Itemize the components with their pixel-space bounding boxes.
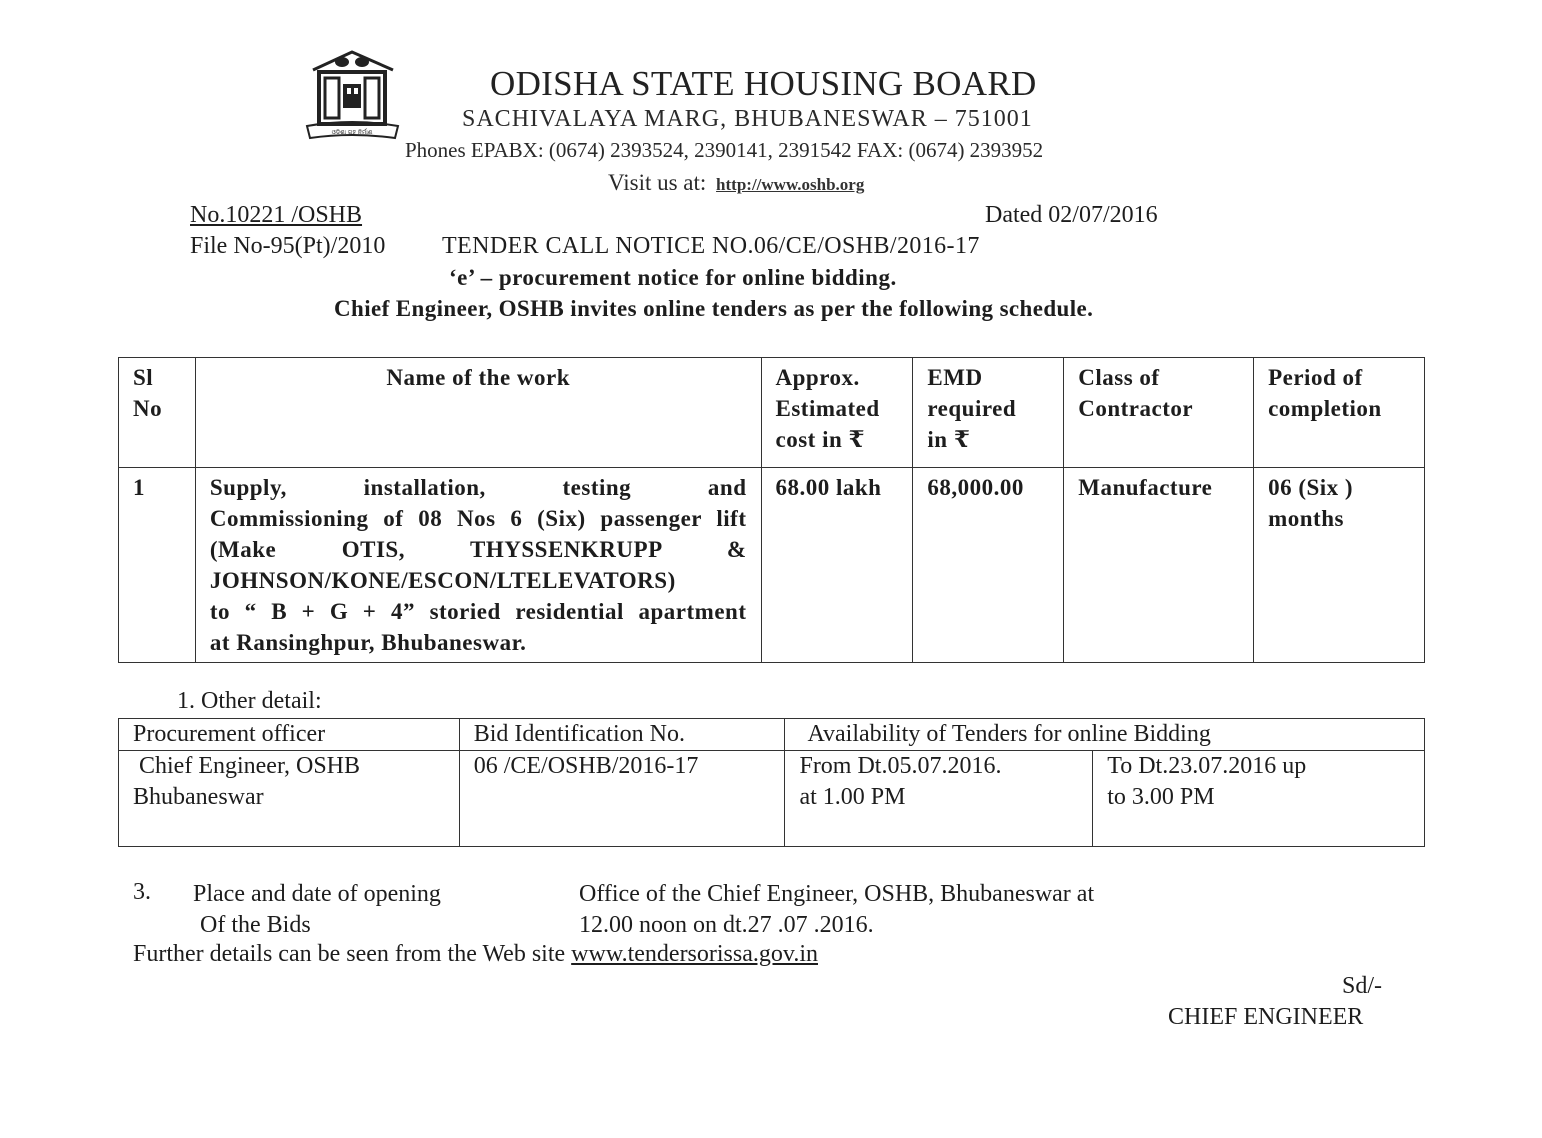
header-procurement-officer: Procurement officer — [119, 719, 460, 751]
opening-label-l1: Place and date of opening — [193, 881, 441, 907]
website-link[interactable]: http://www.oshb.org — [716, 175, 865, 194]
header-completion-period — [1254, 358, 1425, 468]
period-l2: months — [1268, 506, 1344, 531]
from-l1: From Dt.05.07.2016. — [799, 753, 1002, 779]
cell-completion-period — [1254, 468, 1425, 663]
opening-value-l1: Office of the Chief Engineer, OSHB, Bhubaneswar at — [579, 881, 1095, 907]
opening-value-l2: 12.00 noon on dt.27 .07 .2016. — [579, 912, 874, 938]
header-work-name: Name of the work — [195, 358, 761, 468]
table-row — [119, 751, 1425, 847]
header-emd-l2: required — [927, 396, 1017, 421]
work-name-line-5: to “ B + G + 4” storied residential apartment — [209, 599, 747, 624]
org-phones: Phones EPABX: (0674) 2393524, 2390141, 2391542 FAX: (0674) 2393952 — [405, 138, 1044, 162]
from-l2: at 1.00 PM — [799, 784, 906, 810]
cell-estimated-cost: 68.00 lakh — [761, 468, 913, 663]
oshb-logo — [305, 48, 400, 144]
further-text: Further details can be seen from the Web site — [133, 941, 572, 967]
visit-line — [608, 170, 864, 196]
header-emd-l3: in ₹ — [927, 427, 971, 452]
officer-l1: Chief Engineer, OSHB — [139, 753, 361, 779]
other-detail-table — [118, 718, 1425, 847]
reference-number: No.10221 /OSHB — [190, 202, 363, 228]
header-bid-id: Bid Identification No. — [459, 719, 785, 751]
header-period-l1: Period of — [1268, 365, 1363, 390]
tender-site-link[interactable]: www.tendersorissa.gov.in — [571, 941, 818, 967]
org-address: SACHIVALAYA MARG, BHUBANESWAR – 751001 — [462, 106, 1033, 132]
header-emd — [913, 358, 1064, 468]
cell-available-from — [785, 751, 1093, 847]
table-header-row — [119, 358, 1425, 468]
header-availability: Availability of Tenders for online Bidding — [785, 719, 1425, 751]
cell-procurement-officer — [119, 751, 460, 847]
opening-label-l2: Of the Bids — [200, 912, 311, 938]
cell-bid-id: 06 /CE/OSHB/2016-17 — [459, 751, 785, 847]
work-name-line-6: at Ransinghpur, Bhubaneswar. — [209, 630, 527, 655]
header-cost-l3: cost in ₹ — [775, 427, 866, 452]
table-row — [119, 468, 1425, 663]
header-class-l2: Contractor — [1078, 396, 1194, 421]
signature-designation: CHIEF ENGINEER — [1168, 1004, 1364, 1030]
header-class-l1: Class of — [1078, 365, 1160, 390]
header-period-l2: completion — [1268, 396, 1382, 421]
work-name-line-1: Supply, installation, testing and — [209, 475, 747, 500]
date: Dated 02/07/2016 — [985, 202, 1158, 228]
visit-label: Visit us at: — [608, 170, 707, 195]
file-number: File No-95(Pt)/2010 — [190, 233, 386, 259]
period-l1: 06 (Six ) — [1268, 475, 1354, 500]
cell-available-to — [1093, 751, 1425, 847]
work-schedule-table — [118, 357, 1425, 663]
cell-sl-no: 1 — [119, 468, 196, 663]
header-sl-l2: No — [133, 396, 163, 421]
cell-work-name — [195, 468, 761, 663]
header-estimated-cost — [761, 358, 913, 468]
header-sl-no — [119, 358, 196, 468]
further-details — [133, 941, 818, 968]
header-contractor-class — [1064, 358, 1254, 468]
cell-emd: 68,000.00 — [913, 468, 1064, 663]
opening-value — [579, 879, 1219, 941]
org-name: ODISHA STATE HOUSING BOARD — [490, 64, 1037, 103]
officer-l2: Bhubaneswar — [133, 784, 264, 810]
to-l1: To Dt.23.07.2016 up — [1107, 753, 1307, 779]
cell-contractor-class: Manufacture — [1064, 468, 1254, 663]
opening-label — [193, 879, 513, 941]
invite-line: Chief Engineer, OSHB invites online tenders as per the following schedule. — [334, 296, 1094, 321]
eprocurement-notice: ‘e’ – procurement notice for online bidding. — [449, 265, 897, 290]
header-cost-l1: Approx. — [775, 365, 860, 390]
signature-sd: Sd/- — [1342, 973, 1383, 999]
work-name-line-3: (Make OTIS, THYSSENKRUPP & — [209, 537, 747, 562]
work-name-line-2: Commissioning of 08 Nos 6 (Six) passenger lift — [209, 506, 747, 531]
to-l2: to 3.00 PM — [1107, 784, 1215, 810]
header-sl-l1: Sl — [133, 365, 154, 390]
opening-item-number: 3. — [133, 879, 151, 905]
header-cost-l2: Estimated — [775, 396, 880, 421]
header-emd-l1: EMD — [927, 365, 983, 390]
tender-call-notice: TENDER CALL NOTICE NO.06/CE/OSHB/2016-17 — [442, 233, 980, 259]
other-header-row — [119, 719, 1425, 751]
work-name-line-4: JOHNSON/KONE/ESCON/LTELEVATORS) — [209, 568, 676, 593]
other-detail-label: 1. Other detail: — [177, 688, 322, 714]
logo-text: ଓଡ଼ିଶା ଗୃହ ନିର୍ମାଣ — [331, 129, 373, 136]
